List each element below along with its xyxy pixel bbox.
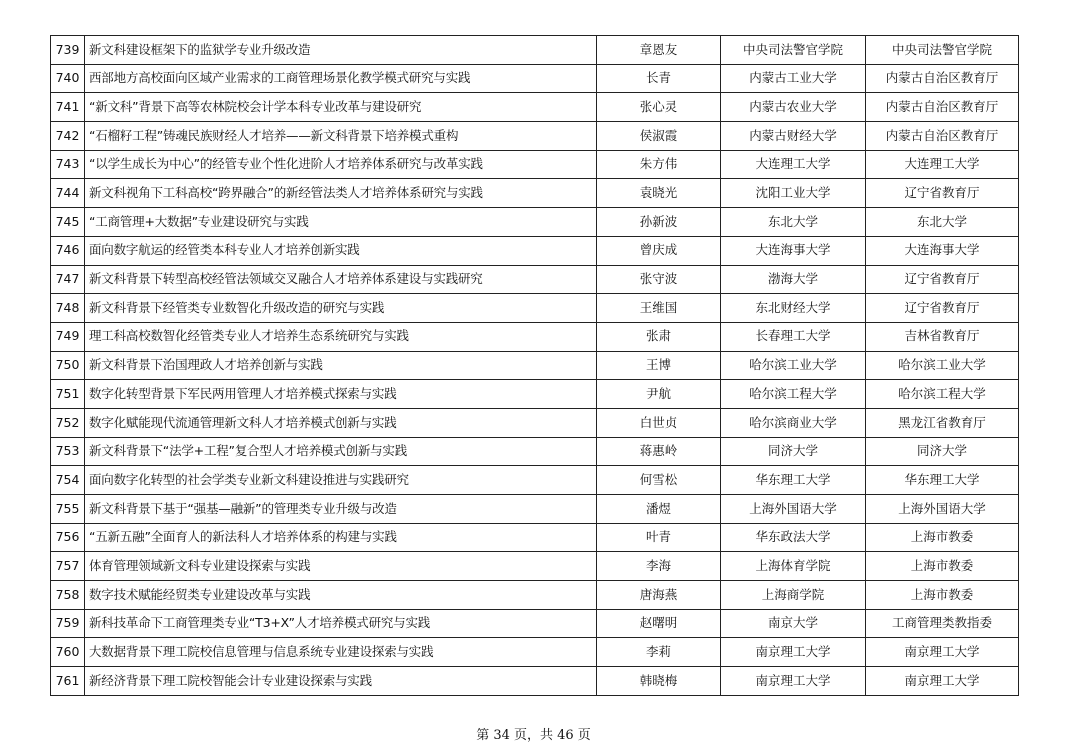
table-row bbox=[51, 236, 1019, 265]
row-number: 755 bbox=[51, 495, 85, 524]
project-title: 大数据背景下理工院校信息管理与信息系统专业建设探索与实践 bbox=[85, 638, 597, 667]
table-row bbox=[51, 380, 1019, 409]
project-leader: 曾庆成 bbox=[597, 236, 721, 265]
project-title: 新文科背景下“法学+工程”复合型人才培养模式创新与实践 bbox=[85, 437, 597, 466]
project-leader: 张心灵 bbox=[597, 93, 721, 122]
table-row bbox=[51, 64, 1019, 93]
table-row bbox=[51, 552, 1019, 581]
row-number: 756 bbox=[51, 523, 85, 552]
row-number: 748 bbox=[51, 294, 85, 323]
host-institution: 南京理工大学 bbox=[721, 638, 866, 667]
recommending-unit: 中央司法警官学院 bbox=[866, 36, 1019, 65]
row-number: 746 bbox=[51, 236, 85, 265]
host-institution: 上海体育学院 bbox=[721, 552, 866, 581]
host-institution: 同济大学 bbox=[721, 437, 866, 466]
host-institution: 内蒙古财经大学 bbox=[721, 122, 866, 151]
table-row bbox=[51, 581, 1019, 610]
recommending-unit: 华东理工大学 bbox=[866, 466, 1019, 495]
project-leader: 王博 bbox=[597, 351, 721, 380]
project-title: 数字技术赋能经贸类专业建设改革与实践 bbox=[85, 581, 597, 610]
row-number: 759 bbox=[51, 609, 85, 638]
row-number: 753 bbox=[51, 437, 85, 466]
project-leader: 长青 bbox=[597, 64, 721, 93]
row-number: 757 bbox=[51, 552, 85, 581]
row-number: 747 bbox=[51, 265, 85, 294]
project-leader: 韩晓梅 bbox=[597, 667, 721, 696]
project-title: 新文科背景下转型高校经管法领域交叉融合人才培养体系建设与实践研究 bbox=[85, 265, 597, 294]
table-row bbox=[51, 437, 1019, 466]
project-title: 理工科高校数智化经管类专业人才培养生态系统研究与实践 bbox=[85, 322, 597, 351]
recommending-unit: 内蒙古自治区教育厅 bbox=[866, 122, 1019, 151]
table-row bbox=[51, 208, 1019, 237]
recommending-unit: 辽宁省教育厅 bbox=[866, 179, 1019, 208]
recommending-unit: 东北大学 bbox=[866, 208, 1019, 237]
project-leader: 叶青 bbox=[597, 523, 721, 552]
project-leader: 孙新波 bbox=[597, 208, 721, 237]
row-number: 739 bbox=[51, 36, 85, 65]
host-institution: 大连理工大学 bbox=[721, 150, 866, 179]
project-title: “工商管理+大数据”专业建设研究与实践 bbox=[85, 208, 597, 237]
project-title: 新文科背景下经管类专业数智化升级改造的研究与实践 bbox=[85, 294, 597, 323]
host-institution: 华东政法大学 bbox=[721, 523, 866, 552]
project-leader: 侯淑霞 bbox=[597, 122, 721, 151]
host-institution: 长春理工大学 bbox=[721, 322, 866, 351]
host-institution: 大连海事大学 bbox=[721, 236, 866, 265]
recommending-unit: 南京理工大学 bbox=[866, 638, 1019, 667]
row-number: 742 bbox=[51, 122, 85, 151]
recommending-unit: 同济大学 bbox=[866, 437, 1019, 466]
table-row bbox=[51, 351, 1019, 380]
host-institution: 上海商学院 bbox=[721, 581, 866, 610]
project-title: 体育管理领域新文科专业建设探索与实践 bbox=[85, 552, 597, 581]
project-leader: 王维国 bbox=[597, 294, 721, 323]
recommending-unit: 大连海事大学 bbox=[866, 236, 1019, 265]
table-row bbox=[51, 408, 1019, 437]
table-row bbox=[51, 466, 1019, 495]
recommending-unit: 上海外国语大学 bbox=[866, 495, 1019, 524]
table-row bbox=[51, 495, 1019, 524]
row-number: 741 bbox=[51, 93, 85, 122]
table-row bbox=[51, 150, 1019, 179]
recommending-unit: 上海市教委 bbox=[866, 523, 1019, 552]
host-institution: 上海外国语大学 bbox=[721, 495, 866, 524]
row-number: 751 bbox=[51, 380, 85, 409]
project-list-table bbox=[50, 35, 1019, 696]
recommending-unit: 工商管理类教指委 bbox=[866, 609, 1019, 638]
project-title: 新文科背景下治国理政人才培养创新与实践 bbox=[85, 351, 597, 380]
project-leader: 尹航 bbox=[597, 380, 721, 409]
table-row bbox=[51, 609, 1019, 638]
project-leader: 蒋惠岭 bbox=[597, 437, 721, 466]
project-leader: 张守波 bbox=[597, 265, 721, 294]
host-institution: 沈阳工业大学 bbox=[721, 179, 866, 208]
table-row bbox=[51, 322, 1019, 351]
project-leader: 唐海燕 bbox=[597, 581, 721, 610]
project-title: 数字化转型背景下军民两用管理人才培养模式探索与实践 bbox=[85, 380, 597, 409]
recommending-unit: 黑龙江省教育厅 bbox=[866, 408, 1019, 437]
host-institution: 东北大学 bbox=[721, 208, 866, 237]
project-leader: 袁晓光 bbox=[597, 179, 721, 208]
row-number: 760 bbox=[51, 638, 85, 667]
project-leader: 朱方伟 bbox=[597, 150, 721, 179]
project-title: 新经济背景下理工院校智能会计专业建设探索与实践 bbox=[85, 667, 597, 696]
project-leader: 章恩友 bbox=[597, 36, 721, 65]
table-row bbox=[51, 667, 1019, 696]
recommending-unit: 上海市教委 bbox=[866, 552, 1019, 581]
page-footer: 第 34 页，共 46 页 bbox=[476, 728, 591, 743]
row-number: 749 bbox=[51, 322, 85, 351]
recommending-unit: 大连理工大学 bbox=[866, 150, 1019, 179]
recommending-unit: 哈尔滨工业大学 bbox=[866, 351, 1019, 380]
recommending-unit: 辽宁省教育厅 bbox=[866, 294, 1019, 323]
project-title: 新文科建设框架下的监狱学专业升级改造 bbox=[85, 36, 597, 65]
project-title: 数字化赋能现代流通管理新文科人才培养模式创新与实践 bbox=[85, 408, 597, 437]
recommending-unit: 辽宁省教育厅 bbox=[866, 265, 1019, 294]
table-row bbox=[51, 36, 1019, 65]
project-title: 新文科视角下工科高校“跨界融合”的新经管法类人才培养体系研究与实践 bbox=[85, 179, 597, 208]
project-title: 新科技革命下工商管理类专业“T3+X”人才培养模式研究与实践 bbox=[85, 609, 597, 638]
row-number: 744 bbox=[51, 179, 85, 208]
recommending-unit: 内蒙古自治区教育厅 bbox=[866, 93, 1019, 122]
row-number: 740 bbox=[51, 64, 85, 93]
table-row bbox=[51, 523, 1019, 552]
row-number: 745 bbox=[51, 208, 85, 237]
project-leader: 张肃 bbox=[597, 322, 721, 351]
row-number: 758 bbox=[51, 581, 85, 610]
table-row bbox=[51, 638, 1019, 667]
project-title: “新文科”背景下高等农林院校会计学本科专业改革与建设研究 bbox=[85, 93, 597, 122]
project-title: 面向数字航运的经管类本科专业人才培养创新实践 bbox=[85, 236, 597, 265]
project-title: 新文科背景下基于“强基—融新”的管理类专业升级与改造 bbox=[85, 495, 597, 524]
project-leader: 潘煜 bbox=[597, 495, 721, 524]
recommending-unit: 哈尔滨工程大学 bbox=[866, 380, 1019, 409]
table-row bbox=[51, 93, 1019, 122]
host-institution: 哈尔滨工业大学 bbox=[721, 351, 866, 380]
host-institution: 中央司法警官学院 bbox=[721, 36, 866, 65]
host-institution: 南京理工大学 bbox=[721, 667, 866, 696]
row-number: 754 bbox=[51, 466, 85, 495]
table-row bbox=[51, 265, 1019, 294]
table-body bbox=[51, 36, 1019, 696]
recommending-unit: 吉林省教育厅 bbox=[866, 322, 1019, 351]
table-row bbox=[51, 179, 1019, 208]
row-number: 752 bbox=[51, 408, 85, 437]
project-title: “以学生成长为中心”的经管专业个性化进阶人才培养体系研究与改革实践 bbox=[85, 150, 597, 179]
project-title: 西部地方高校面向区域产业需求的工商管理场景化教学模式研究与实践 bbox=[85, 64, 597, 93]
host-institution: 华东理工大学 bbox=[721, 466, 866, 495]
project-title: 面向数字化转型的社会学类专业新文科建设推进与实践研究 bbox=[85, 466, 597, 495]
host-institution: 内蒙古农业大学 bbox=[721, 93, 866, 122]
host-institution: 哈尔滨商业大学 bbox=[721, 408, 866, 437]
table-row bbox=[51, 294, 1019, 323]
recommending-unit: 南京理工大学 bbox=[866, 667, 1019, 696]
project-title: “石榴籽工程”铸魂民族财经人才培养——新文科背景下培养模式重构 bbox=[85, 122, 597, 151]
host-institution: 内蒙古工业大学 bbox=[721, 64, 866, 93]
row-number: 750 bbox=[51, 351, 85, 380]
project-leader: 赵曙明 bbox=[597, 609, 721, 638]
recommending-unit: 上海市教委 bbox=[866, 581, 1019, 610]
host-institution: 东北财经大学 bbox=[721, 294, 866, 323]
table-row bbox=[51, 122, 1019, 151]
project-title: “五新五融”全面育人的新法科人才培养体系的构建与实践 bbox=[85, 523, 597, 552]
recommending-unit: 内蒙古自治区教育厅 bbox=[866, 64, 1019, 93]
host-institution: 渤海大学 bbox=[721, 265, 866, 294]
project-leader: 李海 bbox=[597, 552, 721, 581]
project-leader: 白世贞 bbox=[597, 408, 721, 437]
host-institution: 哈尔滨工程大学 bbox=[721, 380, 866, 409]
row-number: 743 bbox=[51, 150, 85, 179]
row-number: 761 bbox=[51, 667, 85, 696]
project-leader: 何雪松 bbox=[597, 466, 721, 495]
host-institution: 南京大学 bbox=[721, 609, 866, 638]
project-leader: 李莉 bbox=[597, 638, 721, 667]
